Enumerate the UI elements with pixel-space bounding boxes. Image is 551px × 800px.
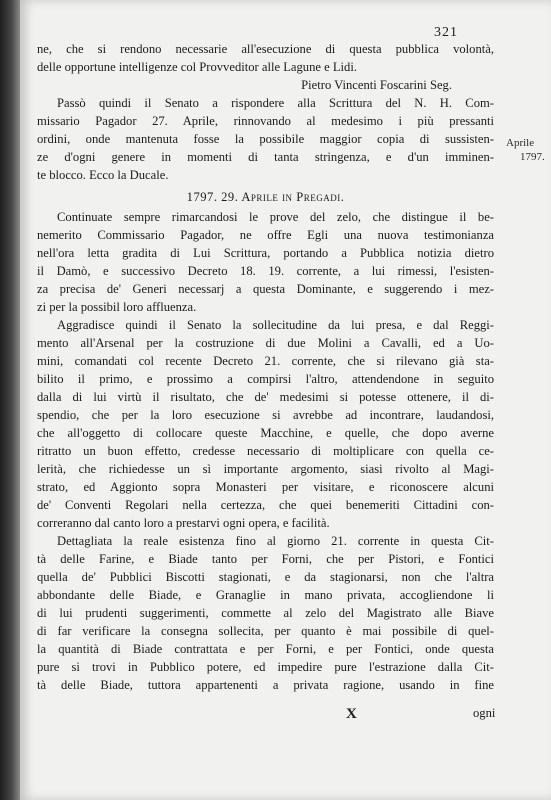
text-line: ne, che si rendono necessarie all'esecuzione di questa pubblica volontà,: [37, 42, 494, 56]
text-line: Continuate sempre rimarcandosi le prove del zelo, che distingue il be-: [57, 210, 494, 224]
book-page: [20, 0, 551, 800]
text-line: di far verificare la consegna sollecita, per quanto è mai possibile di quel-: [37, 624, 494, 638]
text-line: de' Conventi Regolari nella certezza, che quei benemeriti Cittadini con-: [37, 498, 494, 512]
text-line: nemerito Commissario Pagador, ne offre Egli una nuova testimonianza: [37, 228, 494, 242]
text-line: strato, ed Aggionto sopra Monasteri per visitare, e riconoscere alcuni: [37, 480, 494, 494]
text-line: pure si trovi in Pubblico potere, ed impedire pure l'estrazione dalla Cit-: [37, 660, 494, 674]
margin-note-month: Aprile: [506, 137, 535, 149]
text-line: tà delle Farine, e Biade tanto per Forni, che per Pistori, e Fontici: [37, 552, 494, 566]
text-line: Aggradisce quindi il Senato la sollecitudine da lui presa, e dal Reggi-: [57, 318, 494, 332]
text-line: di lui prudenti suggerimenti, commette al zelo del Magistrato alle Biave: [37, 606, 494, 620]
text-line: tà delle Biade, tuttora appartenenti a privata ragione, usando in fine: [37, 678, 494, 692]
secretary-signature: Pietro Vincenti Foscarini Seg.: [301, 78, 452, 92]
text-line: delle opportune intelligenze col Provveditor alle Lagune e Lidi.: [37, 60, 357, 74]
text-line: mini, comandati col recente Decreto 21. corrente, che si rilevano già sta-: [37, 354, 494, 368]
catchword: ogni: [473, 706, 496, 720]
text-line: zi per la possibil loro affluenza.: [37, 300, 197, 314]
text-line: il Damò, e successivo Decreto 18. 19. corrente, a lui rimessi, l'esisten-: [37, 264, 494, 278]
book-gutter: [0, 0, 20, 800]
text-line: ordini, onde mantenuta fosse la possibile maggior copia di sussisten-: [37, 132, 494, 146]
text-line: ze d'ogni genere in momenti di tanta stringenza, e d'un imminen-: [37, 150, 494, 164]
text-line: bilito il primo, e prossimo a compirsi l'altro, attendendone in seguito: [37, 372, 494, 386]
text-line: correranno dal canto loro a prestarvi ogni opera, e facilità.: [37, 516, 330, 530]
text-line: lerità, che richiedesse un sì importante argomento, siasi rivolto al Magi-: [37, 462, 494, 476]
text-line: nell'ora letta gradita di Lui Scrittura, portando a Pubblica notizia dietro: [37, 246, 494, 260]
margin-note: [506, 136, 551, 164]
section-heading: 1797. 29. Aprile in Pregadi.: [186, 190, 345, 204]
text-line: dalla di lui virtù il risultato, che de' medesimi si potesse ottenere, il di-: [37, 390, 494, 404]
text-line: missario Pagador 27. Aprile, rinnovando al medesimo i più pressanti: [37, 114, 494, 128]
text-line: abbondante delle Biade, e Granaglie in mano privata, accogliendone li: [37, 588, 494, 602]
text-line: spendio, che per la loro esecuzione si avrebbe ad incontrare, laudandosi,: [37, 408, 494, 422]
text-line: Passò quindi il Senato a rispondere alla Scrittura del N. H. Com-: [57, 96, 494, 110]
signature-mark: X: [346, 706, 358, 722]
text-line: ritratto un buon effetto, credesse necessario di moltiplicare con quella ce-: [37, 444, 494, 458]
text-line: za precisa de' Generi necessarj a questa Dominante, e suggerendo i mez-: [37, 282, 494, 296]
text-line: quella de' Pubblici Biscotti stagionati, e da stagionarsi, non che l'altra: [37, 570, 494, 584]
body-text: [37, 40, 494, 694]
page-number: 321: [434, 25, 458, 40]
margin-note-year: 1797.: [520, 151, 545, 163]
text-line: la quantità di Biade contrattata e per Forni, e per Fontici, onde questa: [37, 642, 494, 656]
text-line: che all'oggetto di collocare queste Macchine, e quelle, che dopo averne: [37, 426, 494, 440]
text-line: te blocco. Ecco la Ducale.: [37, 168, 169, 182]
text-line: mento all'Arsenal per la costruzione di due Molini a Cavalli, ed a Uo-: [37, 336, 494, 350]
text-line: Dettagliata la reale esistenza fino al giorno 21. corrente in questa Cit-: [57, 534, 494, 548]
